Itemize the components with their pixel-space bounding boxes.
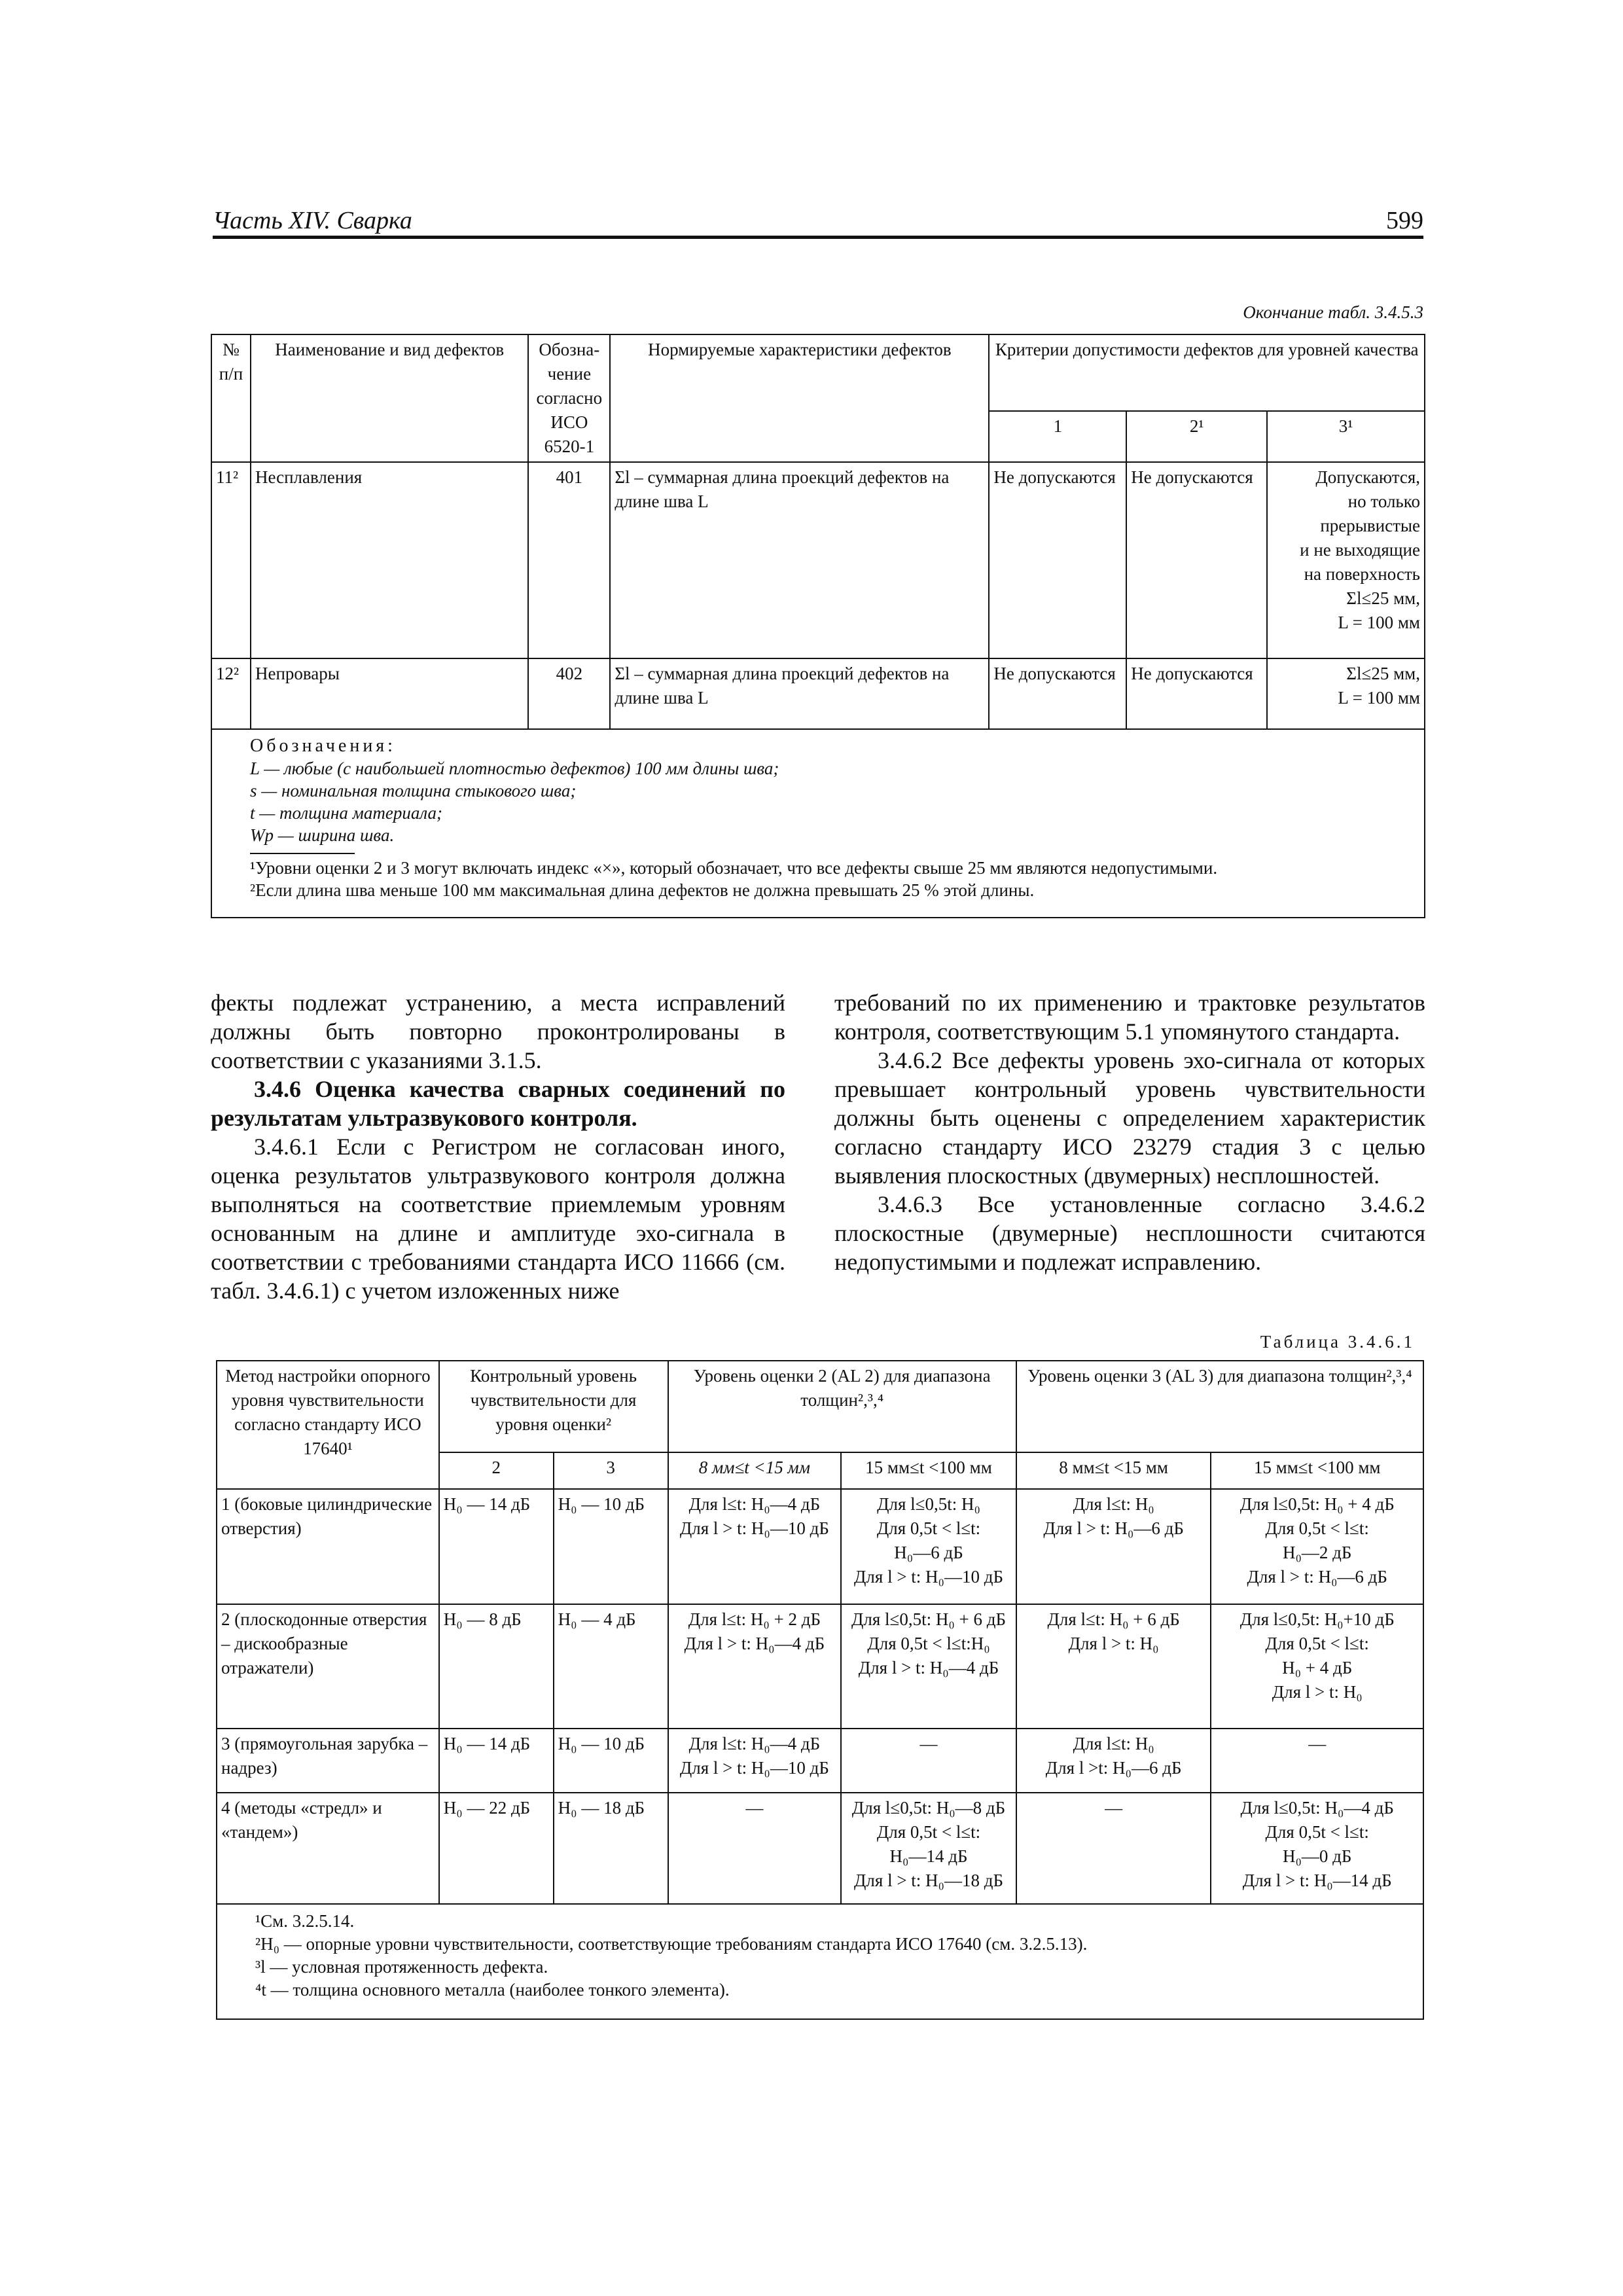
al3-large-cell: Для l≤0,5t: H₀+10 дБ Для 0,5t < l≤t: H₀ + 4 дБ Для l > t: H₀ <box>1211 1604 1423 1729</box>
paragraph: 3.4.6.3 Все установленные согласно 3.4.6.2 плоскостные (двумерные) несплошности считаются недопустимыми и подлежат исправлению. <box>834 1191 1425 1275</box>
al2-large-cell: Для l≤0,5t: H₀—8 дБ Для 0,5t < l≤t: H₀—14 дБ Для l > t: H₀—18 дБ <box>841 1793 1016 1904</box>
note-item: Wp — ширина шва. <box>250 825 395 845</box>
al2-large-cell: Для l≤0,5t: H₀ Для 0,5t < l≤t: H₀—6 дБ Для l > t: H₀—10 дБ <box>841 1489 1016 1604</box>
header-al3: Уровень оценки 3 (AL 3) для диапазона толщин²,³,⁴ <box>1016 1361 1423 1452</box>
note-item: s — номинальная толщина стыкового шва; <box>250 781 577 800</box>
al2-small-cell: Для l≤t: H₀—4 дБ Для l > t: H₀—10 дБ <box>668 1729 842 1793</box>
control-2-cell: H₀ — 22 дБ <box>439 1793 554 1904</box>
table-row <box>217 1793 1423 1904</box>
defect-name: Непровары <box>251 658 528 729</box>
header-range: 8 мм≤t <15 мм <box>668 1452 842 1489</box>
al2-small-cell: Для l≤t: H₀ + 2 дБ Для l > t: H₀—4 дБ <box>668 1604 842 1729</box>
row-number: 11² <box>211 462 251 658</box>
level-3-value: Допускаются, но только прерывистые и не выходящие на поверхность Σl≤25 мм, L = 100 мм <box>1267 462 1425 658</box>
header-range: 15 мм≤t <100 мм <box>1211 1452 1423 1489</box>
header-code: Обозна-чение согласно ИСО 6520-1 <box>528 334 610 462</box>
defect-code: 402 <box>528 658 610 729</box>
level-2-value: Не допускаются <box>1126 462 1267 658</box>
footnote: ¹Уровни оценки 2 и 3 могут включать индекс «×», который обозначает, что все дефекты свыше 25 мм являются недопустимыми. <box>250 858 1218 878</box>
level-3-value: Σl≤25 мм, L = 100 мм <box>1267 658 1425 729</box>
header-level-3: 3¹ <box>1267 411 1425 462</box>
header-control-level: Контрольный уровень чувствительности для уровня оценки² <box>439 1361 668 1452</box>
defect-norm: Σl – суммарная длина проекций дефектов на длине шва L <box>610 462 989 658</box>
table-footnotes <box>217 1904 1423 2019</box>
note-item: L — любые (с наибольшей плотностью дефектов) 100 мм длины шва; <box>250 759 779 778</box>
al3-large-cell: Для l≤0,5t: H₀ + 4 дБ Для 0,5t < l≤t: H₀—2 дБ Для l > t: H₀—6 дБ <box>1211 1489 1423 1604</box>
footnote: ¹См. 3.2.5.14. <box>255 1911 355 1931</box>
level-1-value: Не допускаются <box>989 462 1126 658</box>
defect-norm: Σl – суммарная длина проекций дефектов на длине шва L <box>610 658 989 729</box>
header-criteria: Критерии допустимости дефектов для уровней качества <box>989 334 1425 411</box>
method-cell: 3 (прямоугольная зарубка – надрез) <box>217 1729 439 1793</box>
defect-name: Несплавления <box>251 462 528 658</box>
method-cell: 1 (боковые цилиндрические отверстия) <box>217 1489 439 1604</box>
method-cell: 2 (плоскодонные отверстия – дискообразные отражатели) <box>217 1604 439 1729</box>
al3-small-cell: Для l≤t: H₀ Для l > t: H₀—6 дБ <box>1016 1489 1211 1604</box>
control-3-cell: H₀ — 18 дБ <box>554 1793 668 1904</box>
header-method: Метод настройки опорного уровня чувствительности согласно стандарту ИСО 17640¹ <box>217 1361 439 1489</box>
header-norm: Нормируемые характеристики дефектов <box>610 334 989 462</box>
footnote: ⁴t — толщина основного металла (наиболее тонкого элемента). <box>255 1980 730 2000</box>
table-notes <box>211 729 1425 918</box>
header-level-2: 2¹ <box>1126 411 1267 462</box>
al2-small-cell: Для l≤t: H₀—4 дБ Для l > t: H₀—10 дБ <box>668 1489 842 1604</box>
row-number: 12² <box>211 658 251 729</box>
defects-table <box>211 334 1425 918</box>
footnote: ²H₀ — опорные уровни чувствительности, соответствующие требованиям стандарта ИСО 17640 (см. 3.2.5.13). <box>255 1934 1088 1954</box>
al2-large-cell: — <box>841 1729 1016 1793</box>
paragraph: требований по их применению и трактовке результатов контроля, соответствующим 5.1 упомянутого стандарта. <box>834 990 1425 1045</box>
header-al2: Уровень оценки 2 (AL 2) для диапазона толщин²,³,⁴ <box>668 1361 1016 1452</box>
al3-small-cell: Для l≤t: H₀ Для l >t: H₀—6 дБ <box>1016 1729 1211 1793</box>
table-row <box>217 1729 1423 1793</box>
ultrasonic-table <box>216 1360 1424 2020</box>
section-heading: 3.4.6 Оценка качества сварных соединений по результатам ультразвукового контроля. <box>211 1076 785 1131</box>
control-2-cell: H₀ — 14 дБ <box>439 1489 554 1604</box>
running-header <box>213 206 1423 239</box>
header-level-1: 1 <box>989 411 1126 462</box>
header-control-2: 2 <box>439 1452 554 1489</box>
header-control-3: 3 <box>554 1452 668 1489</box>
method-cell: 4 (методы «стредл» и «тандем») <box>217 1793 439 1904</box>
paragraph: 3.4.6.2 Все дефекты уровень эхо-сигнала от которых превышает контрольный уровень чувствительности должны быть оценены с определением характеристик согласно стандарту ИСО 23279 стадия 3 с целью выявления плоскостных (двумерных) несплошностей. <box>834 1047 1425 1189</box>
table-continuation-caption: Окончание табл. 3.4.5.3 <box>1243 302 1423 322</box>
table-row <box>217 1604 1423 1729</box>
table-row <box>217 1489 1423 1604</box>
table-row <box>211 462 1425 658</box>
paragraph: фекты подлежат устранению, а места исправлений должны быть повторно проконтролированы в соответствии с указаниями 3.1.5. <box>211 990 785 1073</box>
footnote-divider <box>250 853 355 854</box>
table-caption: Таблица 3.4.6.1 <box>1260 1332 1415 1352</box>
header-range: 8 мм≤t <15 мм <box>1016 1452 1211 1489</box>
table-row <box>211 658 1425 729</box>
header-range: 15 мм≤t <100 мм <box>841 1452 1016 1489</box>
body-column-left <box>211 988 785 1305</box>
footnote: ²Если длина шва меньше 100 мм максимальная длина дефектов не должна превышать 25 % этой длины. <box>250 880 1035 900</box>
control-2-cell: H₀ — 8 дБ <box>439 1604 554 1729</box>
footnote: ³l — условная протяженность дефекта. <box>255 1957 548 1977</box>
header-name: Наименование и вид дефектов <box>251 334 528 462</box>
note-item: t — толщина материала; <box>250 803 442 823</box>
header-number: № п/п <box>211 334 251 462</box>
level-2-value: Не допускаются <box>1126 658 1267 729</box>
body-column-right <box>834 988 1425 1276</box>
al3-large-cell: Для l≤0,5t: H₀—4 дБ Для 0,5t < l≤t: H₀—0 дБ Для l > t: H₀—14 дБ <box>1211 1793 1423 1904</box>
al2-large-cell: Для l≤0,5t: H₀ + 6 дБ Для 0,5t < l≤t:H₀ Для l > t: H₀—4 дБ <box>841 1604 1016 1729</box>
section-title: Часть XIV. Сварка <box>213 207 412 234</box>
control-3-cell: H₀ — 10 дБ <box>554 1729 668 1793</box>
page-number: 599 <box>1386 207 1423 234</box>
notes-title: Обозначения: <box>250 736 396 756</box>
al3-small-cell: Для l≤t: H₀ + 6 дБ Для l > t: H₀ <box>1016 1604 1211 1729</box>
paragraph: 3.4.6.1 Если с Регистром не согласован иного, оценка результатов ультразвукового контроля должна выполняться на соответствие приемлемым уровням основанным на длине и амплитуде эхо-сигнала в соответствии с требованиями стандарта ИСО 11666 (см. табл. 3.4.6.1) с учетом изложенных ниже <box>211 1134 785 1304</box>
al3-small-cell: — <box>1016 1793 1211 1904</box>
level-1-value: Не допускаются <box>989 658 1126 729</box>
control-3-cell: H₀ — 4 дБ <box>554 1604 668 1729</box>
al2-small-cell: — <box>668 1793 842 1904</box>
al3-large-cell: — <box>1211 1729 1423 1793</box>
control-2-cell: H₀ — 14 дБ <box>439 1729 554 1793</box>
defect-code: 401 <box>528 462 610 658</box>
control-3-cell: H₀ — 10 дБ <box>554 1489 668 1604</box>
